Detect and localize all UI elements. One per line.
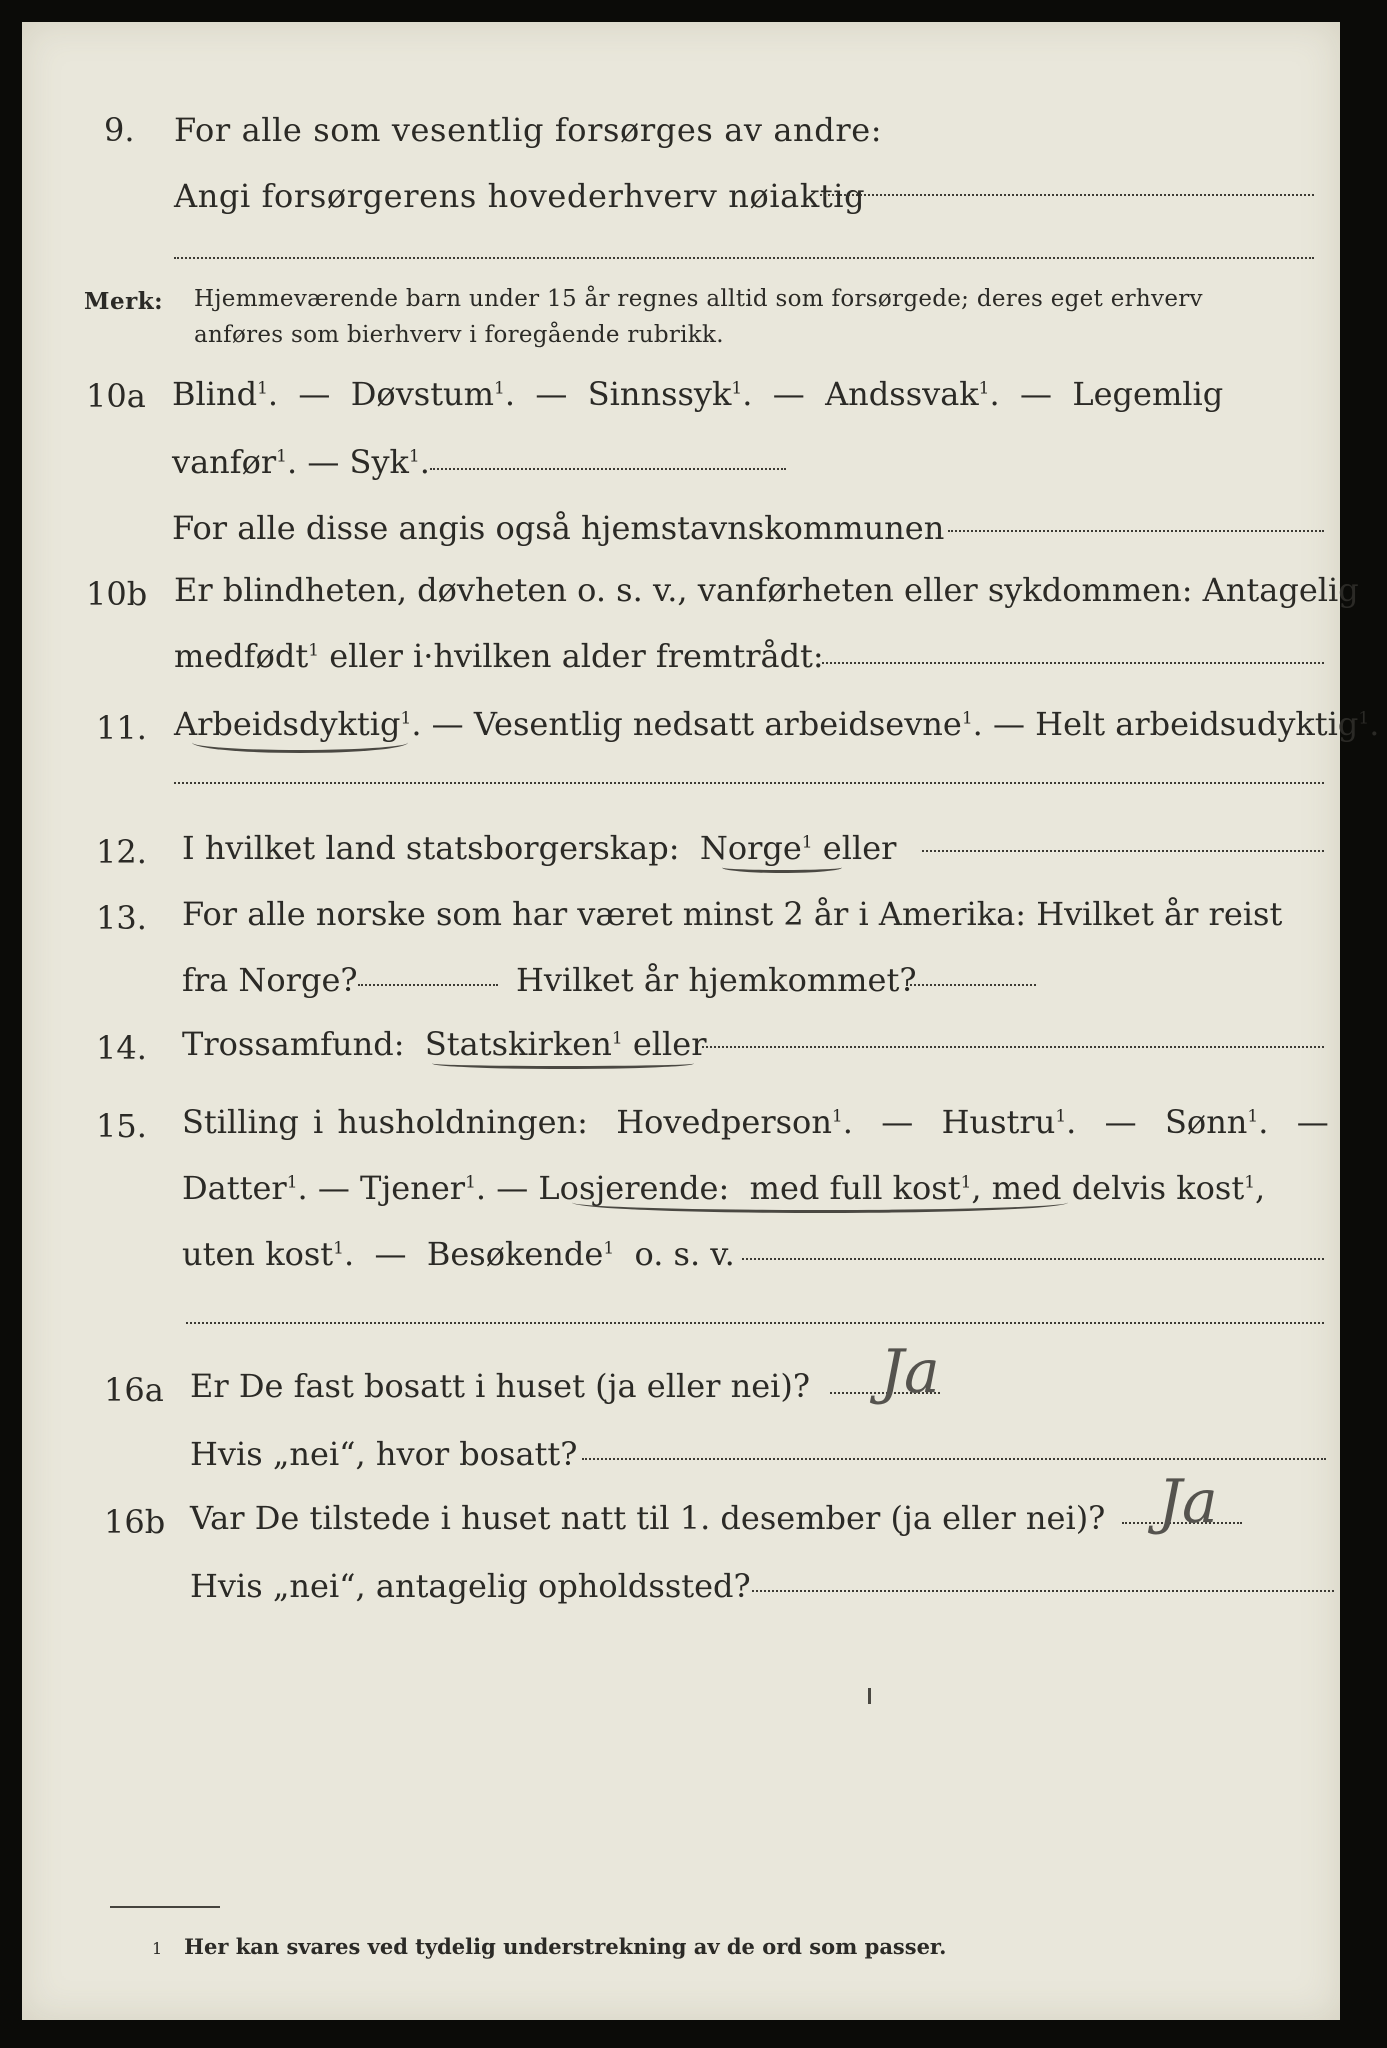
option-besokende: Besøkende <box>426 1235 604 1273</box>
handwritten-answer-16a: Ja <box>880 1337 940 1407</box>
question-15-answer-line-2 <box>186 1322 1324 1324</box>
option-uten-kost: uten kost <box>182 1235 334 1273</box>
option-full-kost: med full kost <box>749 1169 961 1207</box>
question-16b-opholdssted-line <box>752 1590 1334 1592</box>
question-10a-line3: For alle disse angis også hjemstavnskommunen <box>172 509 945 547</box>
question-13-fra-label: fra Norge? <box>182 961 358 999</box>
question-9-answer-line <box>820 194 1314 196</box>
question-16a-line1: Er De fast bosatt i huset (ja eller nei)? <box>190 1367 811 1405</box>
question-9-answer-line-2 <box>174 257 1314 259</box>
question-16b-number: 16b <box>104 1503 166 1541</box>
option-norge: Norge <box>699 829 802 867</box>
question-11-answer-line <box>174 782 1324 784</box>
question-13-hjem-line <box>906 984 1036 986</box>
handwritten-underline-losjerende <box>572 1192 1068 1213</box>
option-sonn: Sønn <box>1165 1103 1248 1141</box>
question-13-line1: For alle norske som har været minst 2 år i Amerika: Hvilket år reist <box>182 895 1283 933</box>
question-15-line3: uten kost$^1$. — Besøkende$^1$ o. s. v. <box>182 1235 735 1273</box>
option-hovedperson: Hovedperson <box>616 1103 832 1141</box>
question-15-line2: Datter$^1$. — Tjener$^1$. — Losjerende: med full kost$^1$, med delvis kost$^1$, <box>182 1169 1266 1207</box>
question-10a-number: 10a <box>86 377 146 415</box>
question-10b-line2: medfødt$^1$ eller i·hvilken alder fremtrådt: <box>174 637 824 675</box>
option-nedsatt: Vesentlig nedsatt arbeidsevne <box>473 705 962 743</box>
merk-line2: anføres som bierhverv i foregående rubrikk. <box>194 322 724 348</box>
question-15-number: 15. <box>96 1107 147 1145</box>
option-andssvak: Andssvak <box>825 375 979 413</box>
question-9-line1: For alle som vesentlig forsørges av andre: <box>174 111 883 149</box>
question-10a-line2: vanfør$^1$. — Syk$^1$. <box>172 443 430 481</box>
question-10a-answer-line <box>430 468 786 470</box>
question-15-line1: Stilling i husholdningen: Hovedperson$^1$. — Hustru$^1$. — Sønn$^1$. — <box>182 1103 1329 1141</box>
question-10a-hjemstavn-line <box>948 530 1324 532</box>
question-15-answer-line <box>742 1258 1324 1260</box>
question-12-line: I hvilket land statsborgerskap: Norge$^1$ eller <box>182 829 897 867</box>
option-arbeidsdyktig: Arbeidsdyktig <box>174 705 401 743</box>
footnote-rule <box>110 1906 220 1908</box>
option-tjener: Tjener <box>360 1169 466 1207</box>
question-10b-answer-line <box>822 662 1324 664</box>
option-dovstum: Døvstum <box>350 375 494 413</box>
option-delvis-kost: med delvis kost <box>991 1169 1245 1207</box>
question-10b-number: 10b <box>86 575 148 613</box>
question-11-number: 11. <box>96 709 147 747</box>
option-vanfor: vanfør <box>172 443 277 481</box>
question-16a-bosatt-line <box>582 1458 1326 1460</box>
handwritten-underline-statskirken <box>432 1058 694 1069</box>
question-10b-line1: Er blindheten, døvheten o. s. v., vanførheten eller sykdommen: Antagelig <box>174 571 1359 609</box>
handwritten-underline-arbeidsdyktig <box>192 732 408 753</box>
question-10a-line1: Blind$^1$. — Døvstum$^1$. — Sinnssyk$^1$. — Andssvak$^1$. — Legemlig <box>172 375 1224 413</box>
question-13-fra-line <box>358 984 498 986</box>
question-13-hjem-label: Hvilket år hjemkommet? <box>516 961 917 999</box>
question-14-answer-line <box>702 1046 1324 1048</box>
ink-speck <box>868 1688 871 1704</box>
option-datter: Datter <box>182 1169 287 1207</box>
question-16a-number: 16a <box>104 1371 164 1409</box>
question-12-answer-line <box>922 850 1324 852</box>
question-9-line2: Angi forsørgerens hovederhverv nøiaktig <box>174 177 866 215</box>
question-14-number: 14. <box>96 1029 147 1067</box>
option-statskirken: Statskirken <box>424 1025 612 1063</box>
question-14-line: Trossamfund: Statskirken$^1$ eller <box>182 1025 707 1063</box>
question-13-number: 13. <box>96 899 147 937</box>
question-9-number: 9. <box>104 111 135 149</box>
census-form-page <box>22 22 1380 2020</box>
question-16b-line2: Hvis „nei“, antagelig opholdssted? <box>190 1567 751 1605</box>
option-hustru: Hustru <box>941 1103 1056 1141</box>
question-12-number: 12. <box>96 833 147 871</box>
question-11-line: Arbeidsdyktig$^1$. — Vesentlig nedsatt arbeidsevne$^1$. — Helt arbeidsudyktig$^1$. <box>174 705 1380 743</box>
merk-label: Merk: <box>84 288 164 315</box>
option-syk: Syk <box>349 443 409 481</box>
option-sinnssyk: Sinnssyk <box>587 375 732 413</box>
handwritten-answer-16b: Ja <box>1158 1467 1218 1537</box>
option-losjerende: Losjerende: <box>538 1169 730 1207</box>
handwritten-underline-norge <box>722 862 842 873</box>
option-udyktig: Helt arbeidsudyktig <box>1035 705 1359 743</box>
footnote: 1 Her kan svares ved tydelig understrekning av de ord som passer. <box>152 1934 947 1959</box>
question-16b-line1: Var De tilstede i huset natt til 1. desember (ja eller nei)? <box>190 1499 1106 1537</box>
question-16a-line2: Hvis „nei“, hvor bosatt? <box>190 1435 578 1473</box>
merk-line1: Hjemmeværende barn under 15 år regnes alltid som forsørgede; deres eget erhverv <box>194 286 1203 312</box>
option-blind: Blind <box>172 375 258 413</box>
option-legemlig: Legemlig <box>1072 375 1224 413</box>
